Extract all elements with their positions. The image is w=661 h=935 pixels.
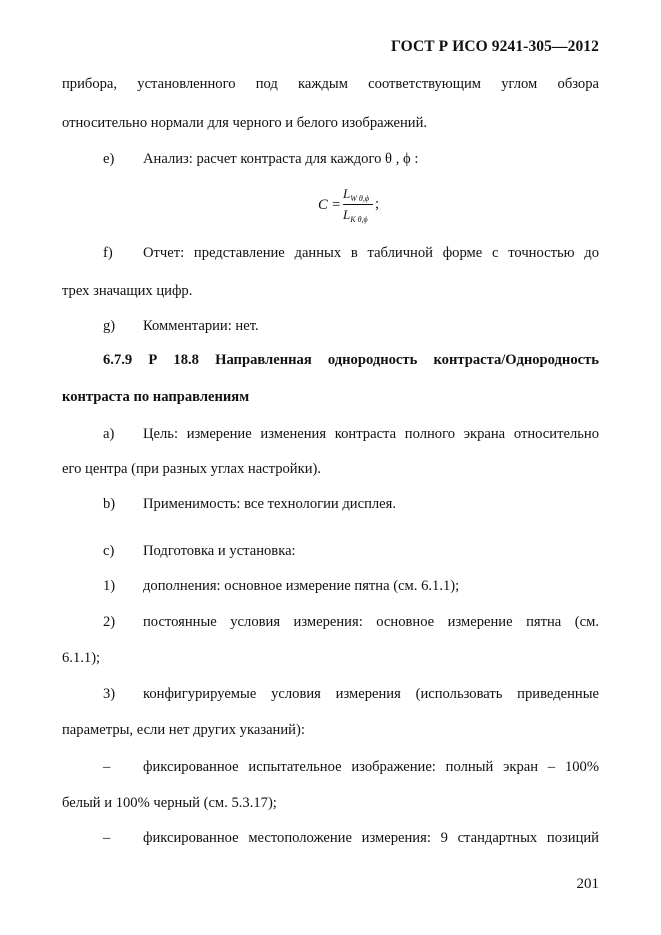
list-marker-g: g)	[103, 318, 116, 334]
contrast-formula	[0, 186, 661, 226]
paragraph-line: относительно нормали для черного и белого изображений.	[62, 115, 428, 131]
list-item-g: Комментарии: нет.	[143, 318, 259, 334]
document-header: ГОСТ Р ИСО 9241-305—2012	[391, 38, 599, 55]
list-item-c: Подготовка и установка:	[143, 543, 296, 559]
list-marker-a: a)	[103, 426, 115, 442]
list-marker-2: 2)	[103, 614, 116, 630]
list-item-3: конфигурируемые условия измерения (использовать приведенные	[143, 686, 599, 702]
list-marker-1: 1)	[103, 578, 116, 594]
formula-denominator: $L_{K \theta,\phi}$	[343, 207, 368, 224]
list-marker-c: c)	[103, 543, 115, 559]
section-heading: 6.7.9 Р 18.8 Направленная однородность контраста/Однородность	[103, 352, 599, 368]
paragraph-line: белый и 100% черный (см. 5.3.17);	[62, 795, 277, 811]
list-marker-dash: –	[103, 759, 111, 775]
fraction-bar	[343, 204, 373, 205]
list-marker-e: e)	[103, 151, 115, 167]
page-number: 201	[576, 876, 599, 892]
list-item-e: Анализ: расчет контраста для каждого θ , ϕ :	[143, 151, 419, 167]
formula-equals: =	[332, 197, 341, 213]
paragraph-line: его центра (при разных углах настройки).	[62, 461, 322, 477]
list-marker-dash: –	[103, 830, 111, 846]
list-marker-3: 3)	[103, 686, 116, 702]
list-marker-f: f)	[103, 245, 113, 261]
paragraph-line: параметры, если нет других указаний):	[62, 722, 305, 738]
formula-lhs: C	[318, 197, 328, 213]
list-item-a: Цель: измерение изменения контраста полного экрана относительно	[143, 426, 599, 442]
paragraph-line: 6.1.1);	[62, 650, 101, 666]
list-marker-b: b)	[103, 496, 116, 512]
list-item-b: Применимость: все технологии дисплея.	[143, 496, 397, 512]
formula-numerator: $L_{W \theta,\phi}$	[343, 186, 369, 203]
paragraph-line: прибора, установленного под каждым соответствующим углом обзора	[62, 76, 599, 92]
paragraph-line: трех значащих цифр.	[62, 283, 193, 299]
section-heading-cont: контраста по направлениям	[62, 389, 250, 405]
list-item-dash: фиксированное испытательное изображение: полный экран – 100%	[143, 759, 599, 775]
formula-semicolon: ;	[375, 196, 380, 212]
list-item-dash: фиксированное местоположение измерения: 9 стандартных позиций	[143, 830, 599, 846]
list-item-1: дополнения: основное измерение пятна (см. 6.1.1);	[143, 578, 460, 594]
list-item-2: постоянные условия измерения: основное измерение пятна (см.	[143, 614, 599, 630]
list-item-f: Отчет: представление данных в табличной форме с точностью до	[143, 245, 599, 261]
